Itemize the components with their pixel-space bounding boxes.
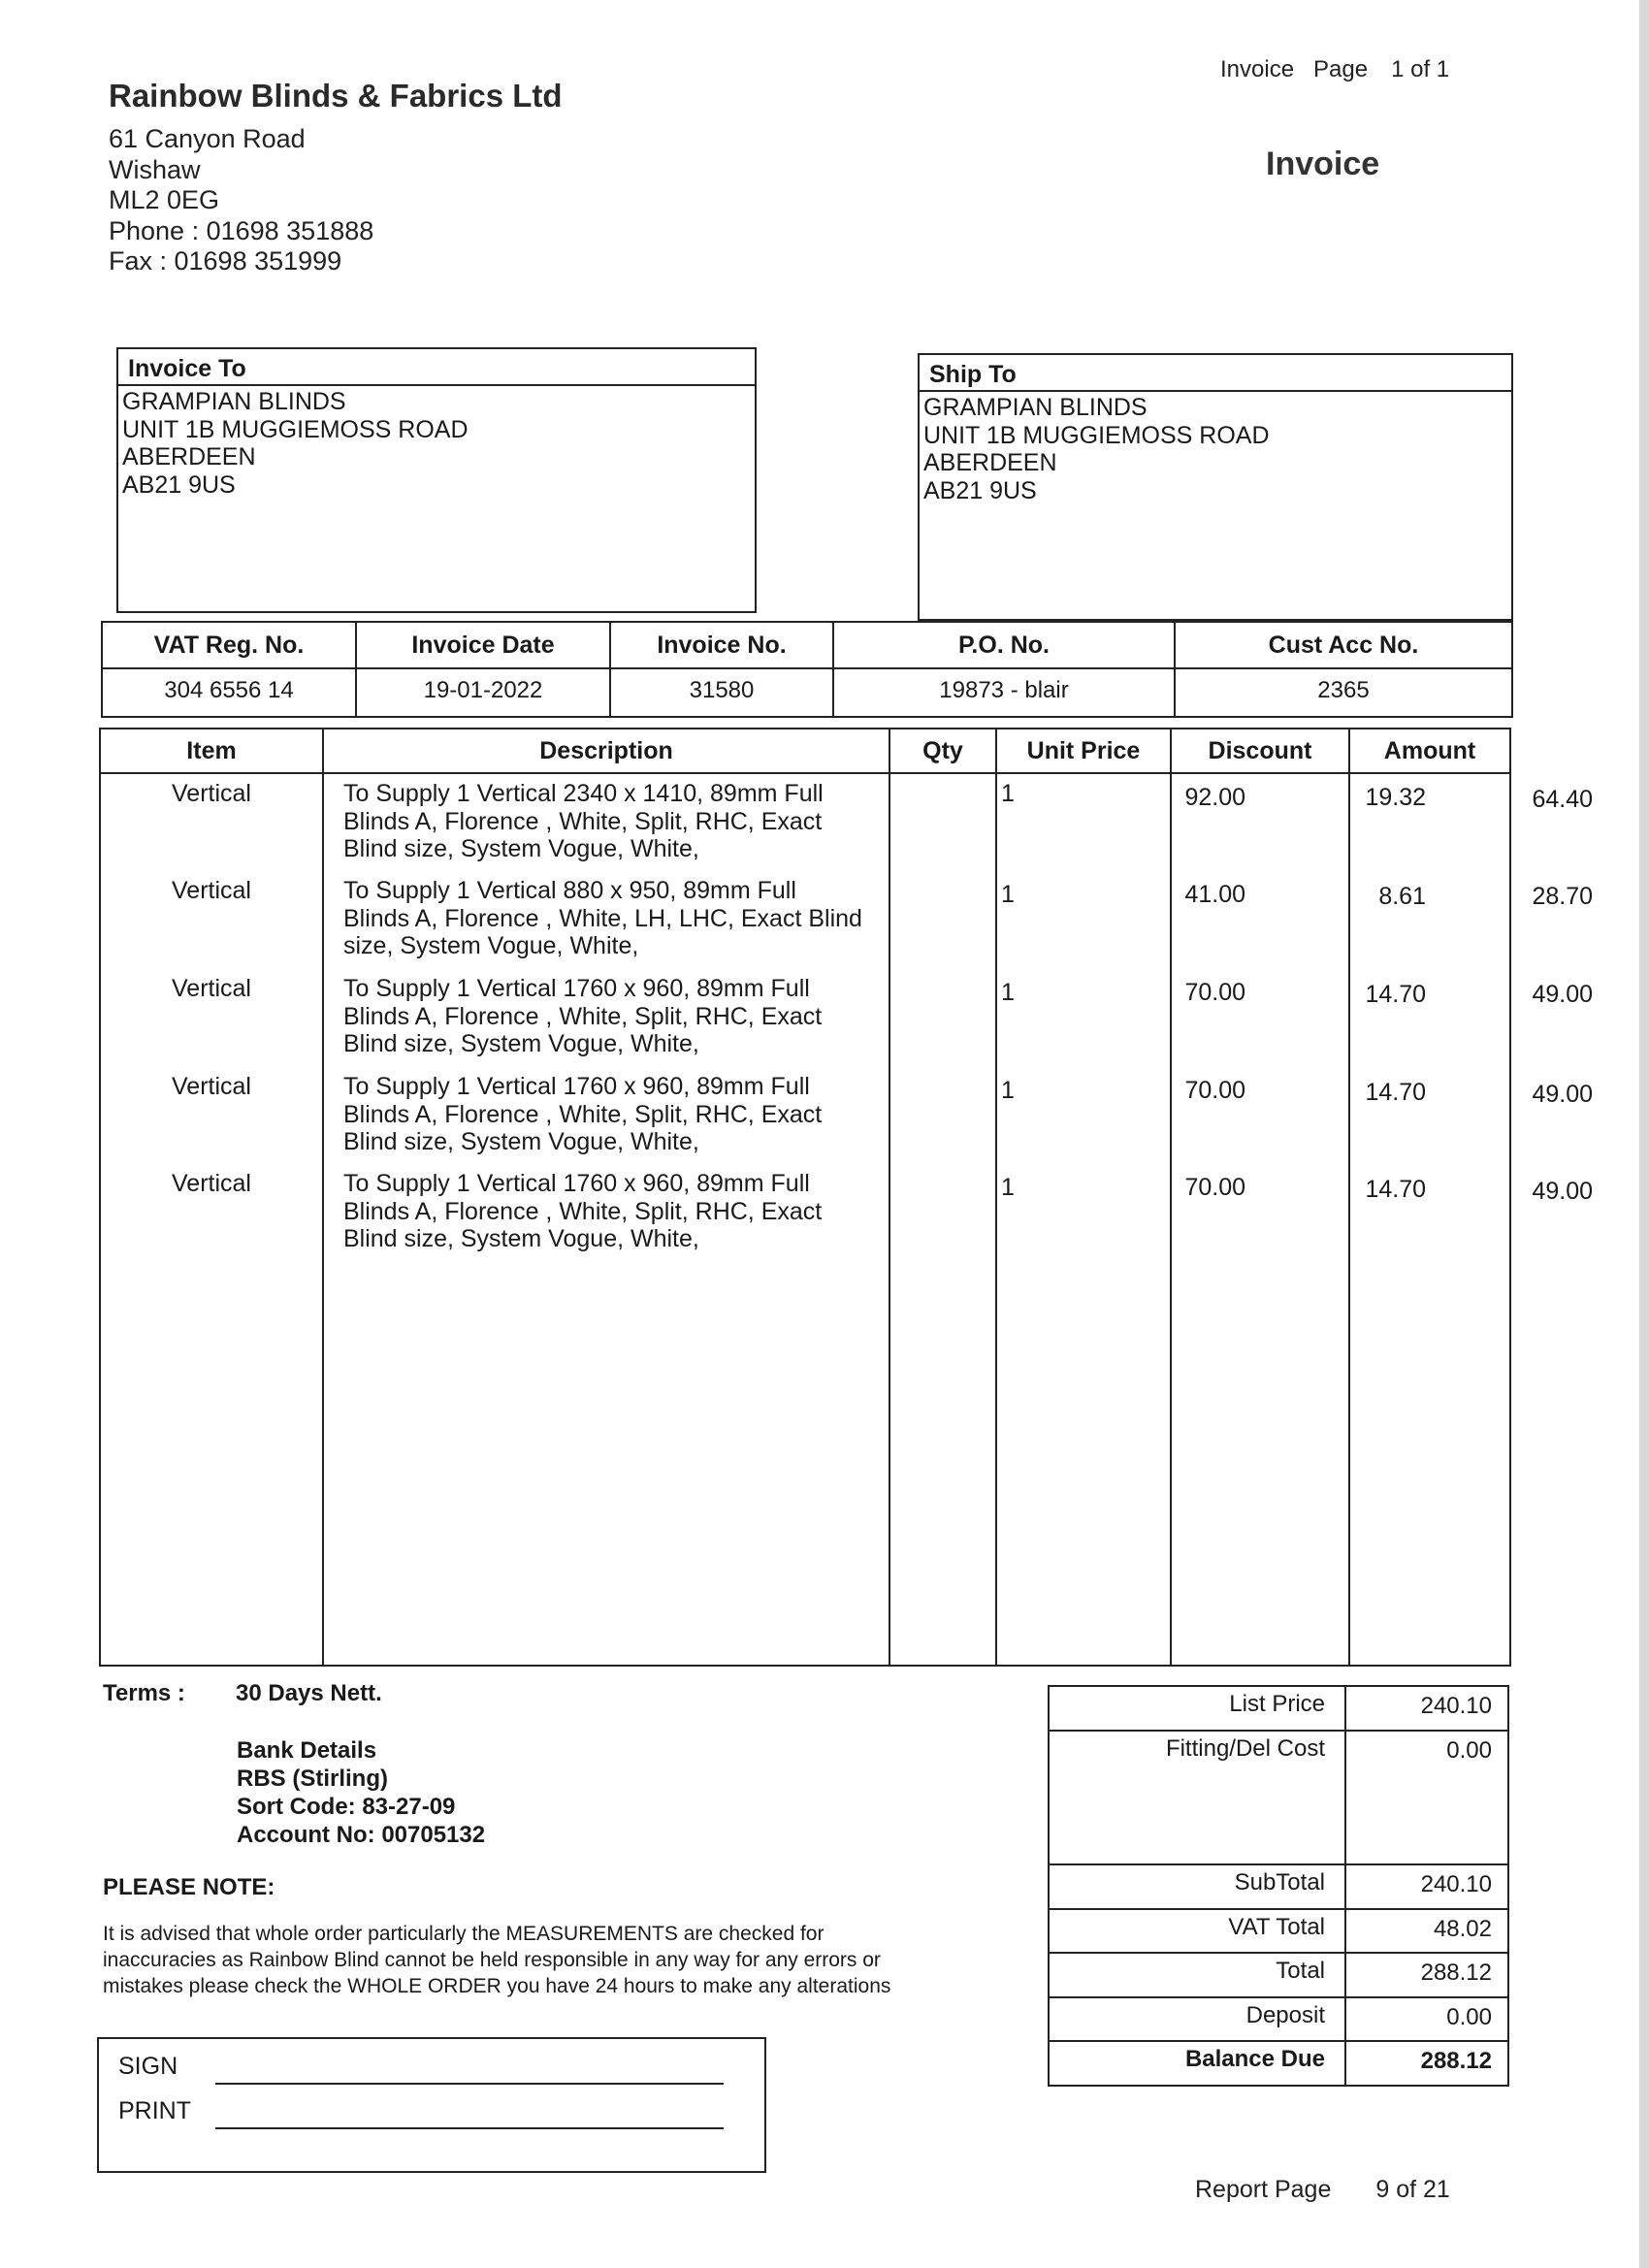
item-qty: 1: [1001, 1174, 1015, 1201]
company-address: [109, 124, 373, 277]
ship-to-line: GRAMPIAN BLINDS: [923, 394, 1148, 421]
invoice-date-value: 19-01-2022: [423, 677, 543, 703]
info-col-po: [834, 623, 1176, 716]
item-type: Vertical: [172, 877, 251, 904]
fax-line: Fax : 01698 351999: [109, 246, 342, 275]
column-header: Qty: [890, 729, 995, 774]
bank-line: RBS (Stirling): [237, 1766, 388, 1792]
invoice-to-title: Invoice To: [118, 349, 755, 386]
description-line: To Supply 1 Vertical 880 x 950, 89mm Full: [343, 877, 796, 904]
signature-box: [97, 2037, 766, 2173]
column-header: Item: [101, 729, 322, 774]
info-header: P.O. No.: [834, 623, 1174, 669]
column-header: Unit Price: [997, 729, 1170, 774]
info-header: Invoice Date: [357, 623, 609, 669]
invoice-page-indicator: [1220, 56, 1449, 83]
totals-label: SubTotal: [1234, 1869, 1325, 1895]
totals-label: List Price: [1229, 1691, 1325, 1717]
subtotal-value: 240.10: [1420, 1871, 1492, 1897]
invoice-info-table: [101, 621, 1513, 718]
description-line: To Supply 1 Vertical 1760 x 960, 89mm Full: [343, 1073, 810, 1100]
invoice-to-line: ABERDEEN: [122, 443, 256, 470]
address-line: ML2 0EG: [109, 185, 220, 214]
item-qty: 1: [1001, 881, 1015, 908]
ship-to-address: [920, 392, 1511, 506]
invoice-page-number: 1 of 1: [1391, 56, 1450, 82]
description-line: Blinds A, Florence , White, LH, LHC, Exact Blind: [343, 904, 862, 932]
totals-row: [1050, 1687, 1507, 1732]
item-type: Vertical: [172, 1170, 251, 1197]
address-line: Wishaw: [109, 154, 201, 184]
print-line[interactable]: [215, 2127, 724, 2129]
document-title: Invoice: [1266, 146, 1380, 182]
column-header: Discount: [1172, 729, 1348, 774]
totals-row: [1050, 1865, 1507, 1910]
item-type: Vertical: [172, 975, 251, 1002]
note-line: mistakes please check the WHOLE ORDER you have 24 hours to make any alterations: [103, 1975, 891, 1997]
item-type: Vertical: [172, 780, 251, 807]
phone-line: Phone : 01698 351888: [109, 215, 374, 245]
account-number: Account No: 00705132: [237, 1822, 486, 1848]
description-line: Blind size, System Vogue, White,: [343, 835, 699, 862]
description-line: To Supply 1 Vertical 1760 x 960, 89mm Full: [343, 1170, 810, 1197]
vat-reg-value: 304 6556 14: [164, 677, 294, 703]
info-header: Cust Acc No.: [1176, 623, 1511, 669]
note-text: [103, 1921, 1005, 1999]
payment-terms: [103, 1680, 382, 1707]
terms-value: 30 Days Nett.: [236, 1680, 382, 1706]
ship-to-title: Ship To: [920, 355, 1511, 392]
item-amount: 28.70: [1532, 883, 1593, 910]
description-line: To Supply 1 Vertical 2340 x 1410, 89mm Full: [343, 780, 824, 807]
item-discount: 8.61: [1378, 883, 1426, 910]
note-line: inaccuracies as Rainbow Blind cannot be held responsible in any way for any errors or: [103, 1949, 881, 1971]
item-qty: 1: [1001, 979, 1015, 1006]
item-amount: 64.40: [1532, 786, 1593, 813]
description-line: size, System Vogue, White,: [343, 932, 639, 959]
invoice-to-line: GRAMPIAN BLINDS: [122, 388, 346, 415]
info-header: Invoice No.: [611, 623, 832, 669]
item-discount: 14.70: [1365, 1176, 1426, 1203]
info-col-invoice-no: [611, 623, 834, 716]
totals-label: Balance Due: [1184, 2046, 1325, 2072]
bank-details: [237, 1736, 485, 1849]
note-line: It is advised that whole order particularly the MEASUREMENTS are checked for: [103, 1923, 824, 1945]
ship-to-box: [918, 353, 1513, 621]
line-items-table: [99, 728, 1593, 1667]
ship-to-line: ABERDEEN: [923, 449, 1057, 476]
info-col-date: [357, 623, 611, 716]
report-page-number: 9 of 21: [1375, 2176, 1450, 2203]
sign-label: SIGN: [118, 2053, 178, 2080]
balance-due-value: 288.12: [1420, 2048, 1492, 2074]
item-unit-price: 70.00: [1184, 979, 1245, 1006]
invoice-to-address: [118, 386, 755, 501]
description-line: Blinds A, Florence , White, Split, RHC, Exact: [343, 1197, 823, 1225]
invoice-to-line: AB21 9US: [122, 470, 236, 499]
ship-to-line: AB21 9US: [923, 476, 1037, 504]
sort-code: Sort Code: 83-27-09: [237, 1794, 456, 1820]
scan-page-edge: [1639, 0, 1649, 2268]
report-page-indicator: [1195, 2176, 1450, 2204]
column-header: Amount: [1350, 729, 1509, 774]
totals-row: [1050, 1732, 1507, 1865]
sign-line[interactable]: [215, 2083, 724, 2085]
item-type: Vertical: [172, 1073, 251, 1100]
address-line: 61 Canyon Road: [109, 124, 306, 153]
item-description: [343, 1170, 887, 1253]
report-page-label: Report Page: [1195, 2176, 1332, 2203]
invoice-to-line: UNIT 1B MUGGIEMOSS ROAD: [122, 415, 469, 443]
item-amount: 49.00: [1532, 1081, 1593, 1108]
item-discount: 19.32: [1365, 784, 1426, 811]
item-description: [343, 877, 887, 960]
print-label: PRINT: [118, 2097, 191, 2124]
totals-label: VAT Total: [1228, 1914, 1325, 1940]
invoice-page-label: Invoice: [1220, 56, 1295, 82]
terms-label: Terms :: [103, 1680, 185, 1706]
item-description: [343, 1073, 887, 1156]
invoice-number-value: 31580: [689, 677, 755, 703]
item-discount: 14.70: [1365, 981, 1426, 1008]
item-unit-price: 70.00: [1184, 1077, 1245, 1104]
item-description: [343, 975, 887, 1058]
bank-line: Bank Details: [237, 1737, 377, 1764]
total-value: 288.12: [1420, 1960, 1492, 1986]
list-price-value: 240.10: [1420, 1693, 1492, 1719]
item-amount: 49.00: [1532, 981, 1593, 1008]
totals-row: [1050, 1910, 1507, 1954]
company-name: Rainbow Blinds & Fabrics Ltd: [109, 78, 563, 113]
fitting-cost-value: 0.00: [1446, 1737, 1492, 1764]
ship-to-line: UNIT 1B MUGGIEMOSS ROAD: [923, 421, 1270, 449]
item-amount: 49.00: [1532, 1178, 1593, 1205]
totals-label: Fitting/Del Cost: [1165, 1735, 1325, 1762]
po-number-value: 19873 - blair: [939, 677, 1069, 703]
invoice-to-box: [116, 347, 757, 613]
totals-row: [1050, 2042, 1507, 2085]
totals-label: Total: [1276, 1958, 1325, 1984]
description-line: To Supply 1 Vertical 1760 x 960, 89mm Full: [343, 975, 810, 1002]
info-col-cust-acc: [1176, 623, 1511, 716]
cust-acc-value: 2365: [1317, 677, 1370, 703]
description-line: Blind size, System Vogue, White,: [343, 1128, 699, 1155]
vat-total-value: 48.02: [1433, 1916, 1492, 1942]
note-title: PLEASE NOTE:: [103, 1874, 275, 1900]
invoice-page-label2: Page: [1313, 56, 1369, 82]
item-unit-price: 41.00: [1184, 881, 1245, 908]
description-line: Blind size, System Vogue, White,: [343, 1030, 699, 1057]
description-line: Blinds A, Florence , White, Split, RHC, Exact: [343, 1002, 823, 1030]
item-unit-price: 92.00: [1184, 784, 1245, 811]
item-qty: 1: [1001, 780, 1015, 807]
column-header: Description: [324, 729, 889, 774]
item-qty: 1: [1001, 1077, 1015, 1104]
item-unit-price: 70.00: [1184, 1174, 1245, 1201]
deposit-value: 0.00: [1446, 2004, 1492, 2030]
description-line: Blinds A, Florence , White, Split, RHC, Exact: [343, 1100, 823, 1128]
description-line: Blind size, System Vogue, White,: [343, 1225, 699, 1252]
item-discount: 14.70: [1365, 1079, 1426, 1106]
info-col-vat: [103, 623, 357, 716]
totals-label: Deposit: [1245, 2002, 1325, 2028]
description-line: Blinds A, Florence , White, Split, RHC, Exact: [343, 807, 823, 835]
info-header: VAT Reg. No.: [103, 623, 355, 669]
totals-row: [1050, 1998, 1507, 2042]
item-description: [343, 780, 887, 863]
totals-box: [1048, 1685, 1509, 2087]
totals-row: [1050, 1954, 1507, 1998]
